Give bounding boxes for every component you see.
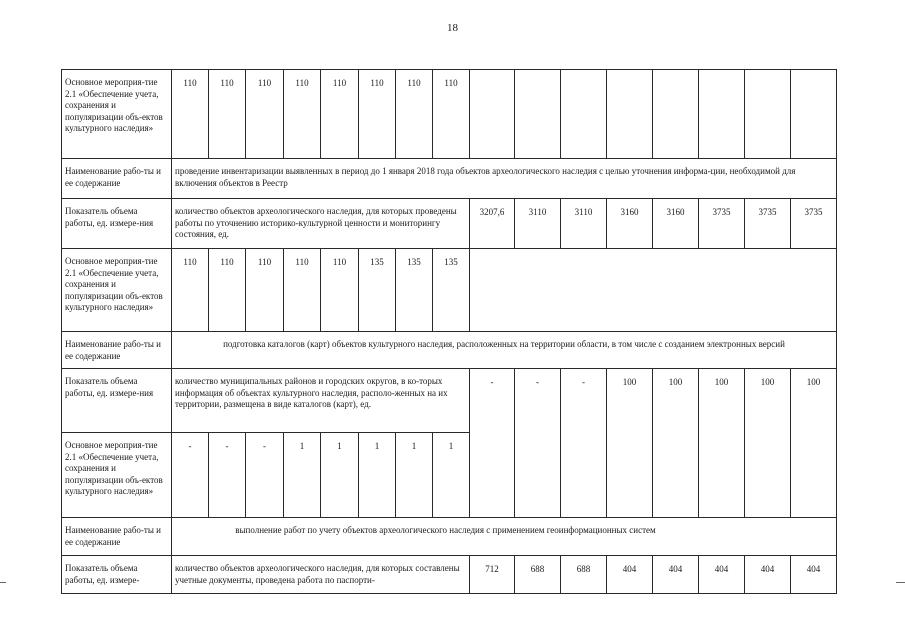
table-row-r1 [62, 70, 837, 159]
value-cell: 3110 [561, 199, 607, 249]
work-content: проведение инвентаризации выявленных в период до 1 января 2018 года объектов археологического наследия с целью уточнения информа-ции, необходимой для включения объектов в Реестр [172, 159, 837, 199]
value-cell: - [209, 433, 246, 518]
value-cell: 110 [321, 70, 359, 159]
value-cell: - [515, 369, 561, 518]
empty-cell [515, 70, 561, 159]
value-cell: 404 [699, 556, 745, 594]
value-cell: 110 [396, 70, 433, 159]
empty-cell [561, 70, 607, 159]
indicator-description: количество объектов археологического наследия, для которых проведены работы по уточнению историко-культурной ценности и мониторингу состояния, ед. [172, 199, 470, 249]
indicator-description: количество объектов археологического наследия, для которых составлены учетные документы, проведена работа по паспорти- [172, 556, 470, 594]
table-row-r4 [62, 249, 837, 332]
empty-cell [607, 70, 653, 159]
table-row-r6 [62, 369, 837, 433]
value-cell: 110 [209, 249, 246, 332]
value-cell: 3207,6 [470, 199, 515, 249]
row-label: Основное мероприя-тие 2.1 «Обеспечение учета, сохранения и популяризации объ-ектов культурного наследия» [62, 249, 172, 332]
value-cell: 135 [433, 249, 470, 332]
work-content: выполнение работ по учету объектов археологического наследия с применением геоинформационных систем [172, 518, 837, 556]
row-label: Показатель объема работы, ед. измере-ния [62, 369, 172, 433]
value-cell: 110 [209, 70, 246, 159]
row-label: Наименование рабо-ты и ее содержание [62, 332, 172, 369]
value-cell: 100 [699, 369, 745, 518]
value-cell: 110 [321, 249, 359, 332]
value-cell: 1 [433, 433, 470, 518]
value-cell: 404 [653, 556, 699, 594]
empty-cell [470, 249, 837, 332]
value-cell: 3735 [745, 199, 791, 249]
value-cell: 3160 [653, 199, 699, 249]
value-cell: 110 [246, 70, 284, 159]
value-cell: 110 [284, 249, 321, 332]
value-cell: 404 [791, 556, 837, 594]
table-row-r8 [62, 518, 837, 556]
value-cell: 404 [607, 556, 653, 594]
value-cell: 1 [284, 433, 321, 518]
empty-cell [699, 70, 745, 159]
left-edge-mark [0, 582, 6, 583]
value-cell: 100 [791, 369, 837, 518]
row-label: Наименование рабо-ты и ее содержание [62, 518, 172, 556]
empty-cell [745, 70, 791, 159]
value-cell: 110 [172, 70, 209, 159]
table-row-r2 [62, 159, 837, 199]
value-cell: 1 [359, 433, 396, 518]
value-cell: 3160 [607, 199, 653, 249]
work-content: подготовка каталогов (карт) объектов культурного наследия, расположенных на территории области, в том числе с созданием электронных версий [172, 332, 837, 369]
value-cell: 110 [359, 70, 396, 159]
document-table [61, 69, 837, 594]
page-number: 18 [447, 22, 458, 34]
table-row-r9 [62, 556, 837, 594]
row-label: Основное мероприя-тие 2.1 «Обеспечение учета, сохранения и популяризации объ-ектов культурного наследия» [62, 433, 172, 518]
table-row-r3 [62, 199, 837, 249]
empty-cell [653, 70, 699, 159]
value-cell: 110 [433, 70, 470, 159]
value-cell: - [470, 369, 515, 518]
empty-cell [791, 70, 837, 159]
row-label: Основное мероприя-тие 2.1 «Обеспечение учета, сохранения и популяризации объ-ектов культурного наследия» [62, 70, 172, 159]
value-cell: 1 [321, 433, 359, 518]
value-cell: 1 [396, 433, 433, 518]
table-row-r5 [62, 332, 837, 369]
value-cell: - [172, 433, 209, 518]
value-cell: 3110 [515, 199, 561, 249]
row-label: Наименование рабо-ты и ее содержание [62, 159, 172, 199]
row-label: Показатель объема работы, ед. измере-ния [62, 199, 172, 249]
value-cell: 404 [745, 556, 791, 594]
value-cell: 135 [359, 249, 396, 332]
value-cell: - [561, 369, 607, 518]
value-cell: 100 [607, 369, 653, 518]
value-cell: 712 [470, 556, 515, 594]
row-label: Показатель объема работы, ед. измере- [62, 556, 172, 594]
indicator-description: количество муниципальных районов и городских округов, в ко-торых информация об объектах культурного наследия, располо-женных на их территории, размещена в виде каталогов (карт), ед. [172, 369, 470, 433]
value-cell: 3735 [699, 199, 745, 249]
value-cell: 110 [246, 249, 284, 332]
value-cell: 100 [653, 369, 699, 518]
value-cell: 135 [396, 249, 433, 332]
value-cell: 688 [561, 556, 607, 594]
value-cell: 3735 [791, 199, 837, 249]
value-cell: 688 [515, 556, 561, 594]
value-cell: - [246, 433, 284, 518]
right-edge-mark [896, 582, 905, 583]
value-cell: 100 [745, 369, 791, 518]
value-cell: 110 [172, 249, 209, 332]
value-cell: 110 [284, 70, 321, 159]
empty-cell [470, 70, 515, 159]
